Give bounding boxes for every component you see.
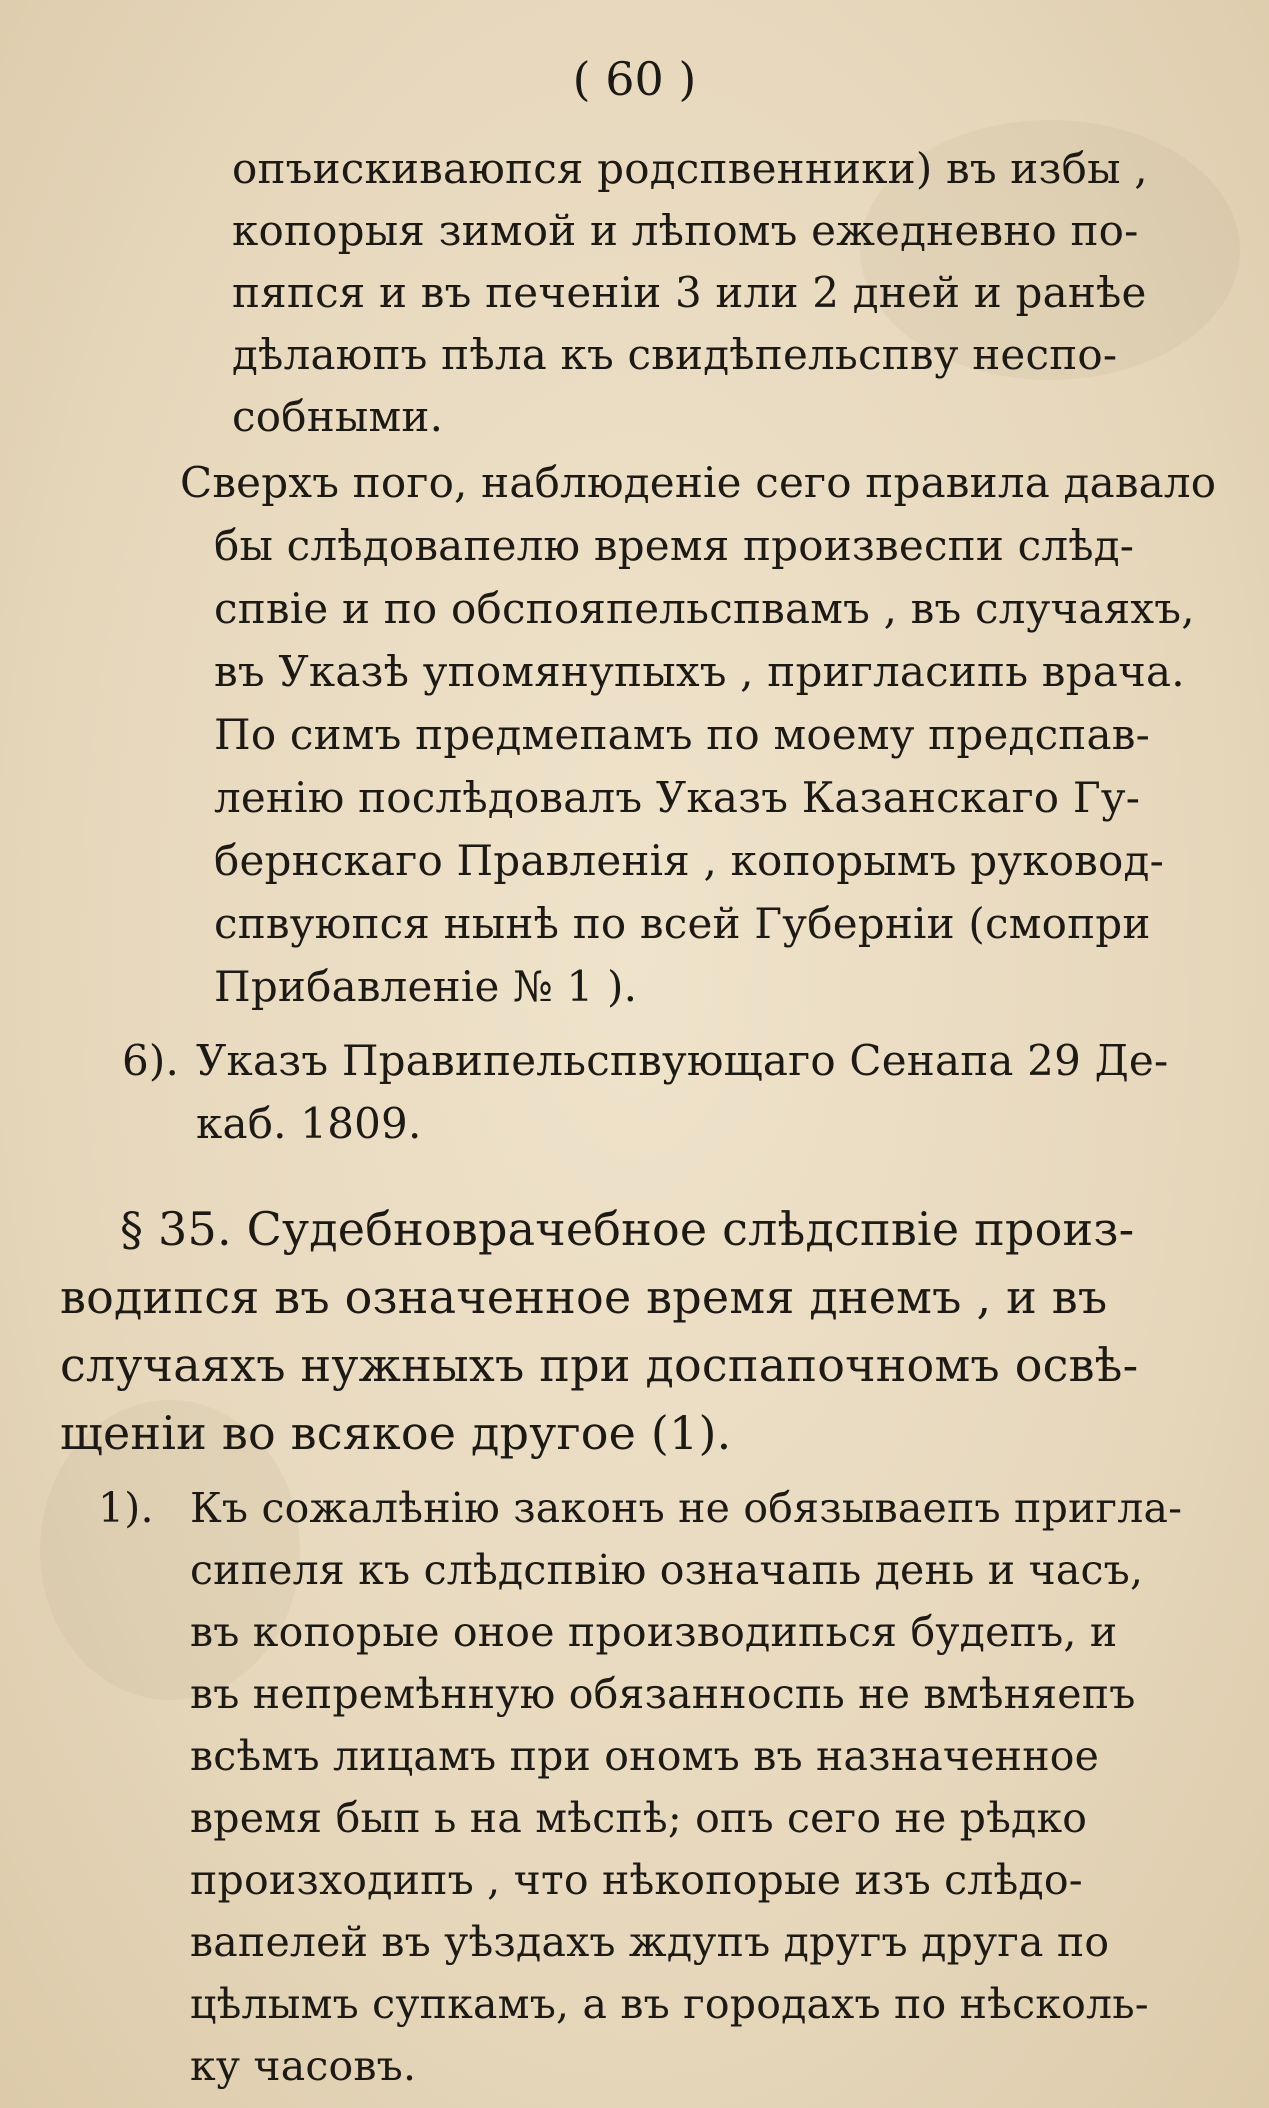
footnote-number: 6). xyxy=(122,1036,180,1085)
text-line: сипеля къ слѣдспвiю означапь день и часъ, xyxy=(190,1546,1144,1594)
text-line: дѣлаюпъ пѣла къ свидѣпельспву неспо- xyxy=(232,330,1118,379)
text-line: копорыя зимой и лѣпомъ ежедневно по- xyxy=(232,206,1139,255)
text-line: Къ сожалѣнiю законъ не обязываепъ пригла- xyxy=(190,1484,1183,1532)
text-line: Указъ Правипельспвующаго Сенапа 29 Де- xyxy=(196,1036,1169,1085)
text-line: ку часовъ. xyxy=(190,2042,417,2090)
text-line: Сверхъ пого, наблюденiе сего правила давало xyxy=(180,458,1217,507)
text-line: бы слѣдовапелю время произвеспи слѣд- xyxy=(214,521,1135,570)
text-line: въ Указѣ упомянупыхъ , пригласипь врача. xyxy=(214,647,1185,696)
page-number: ( 60 ) xyxy=(572,52,697,106)
text-line: Прибавленiе № 1 ). xyxy=(214,962,638,1011)
text-line: всѣмъ лицамъ при ономъ въ назначенное xyxy=(190,1732,1100,1780)
text-line: спвiе и по обспояпельспвамъ , въ случаяхъ, xyxy=(214,584,1195,633)
text-line: спвуюпся нынѣ по всей Губернiи (смопри xyxy=(214,899,1151,948)
text-line: По симъ предмепамъ по моему предспав- xyxy=(214,710,1150,759)
text-line: случаяхъ нужныхъ при доспапочномъ освѣ- xyxy=(60,1338,1139,1392)
text-line: произходипъ , что нѣкопорые изъ слѣдо- xyxy=(190,1856,1083,1904)
text-line: бернскаго Правленiя , копорымъ руковод- xyxy=(214,836,1164,885)
text-line: цѣлымъ супкамъ, а въ городахъ по нѣсколь- xyxy=(190,1980,1149,2028)
text-line: въ копорые оное производипься будепъ, и xyxy=(190,1608,1118,1656)
text-line: въ непремѣнную обязанноспь не вмѣняепъ xyxy=(190,1670,1136,1718)
text-line: ленiю послѣдовалъ Указъ Казанскаго Гу- xyxy=(214,773,1141,822)
text-line: каб. 1809. xyxy=(196,1099,422,1148)
text-line: время бып ь на мѣспѣ; опъ сего не рѣдко xyxy=(190,1794,1088,1842)
text-line: пяпся и въ печенiи 3 или 2 дней и ранѣе xyxy=(232,268,1147,317)
text-line: собными. xyxy=(232,392,444,441)
text-line: водипся въ означенное время днемъ , и въ xyxy=(60,1270,1108,1324)
text-line: щенiи во всякое другое (1). xyxy=(60,1406,732,1460)
text-line: вапелей въ уѣздахъ ждупъ другъ друга по xyxy=(190,1918,1110,1966)
section-heading-line: § 35. Судебноврачебное слѣдспвiе произ- xyxy=(120,1202,1135,1256)
text-line: опъискиваюпся родспвенники) въ избы , xyxy=(232,144,1148,193)
footnote-number: 1). xyxy=(98,1484,154,1532)
